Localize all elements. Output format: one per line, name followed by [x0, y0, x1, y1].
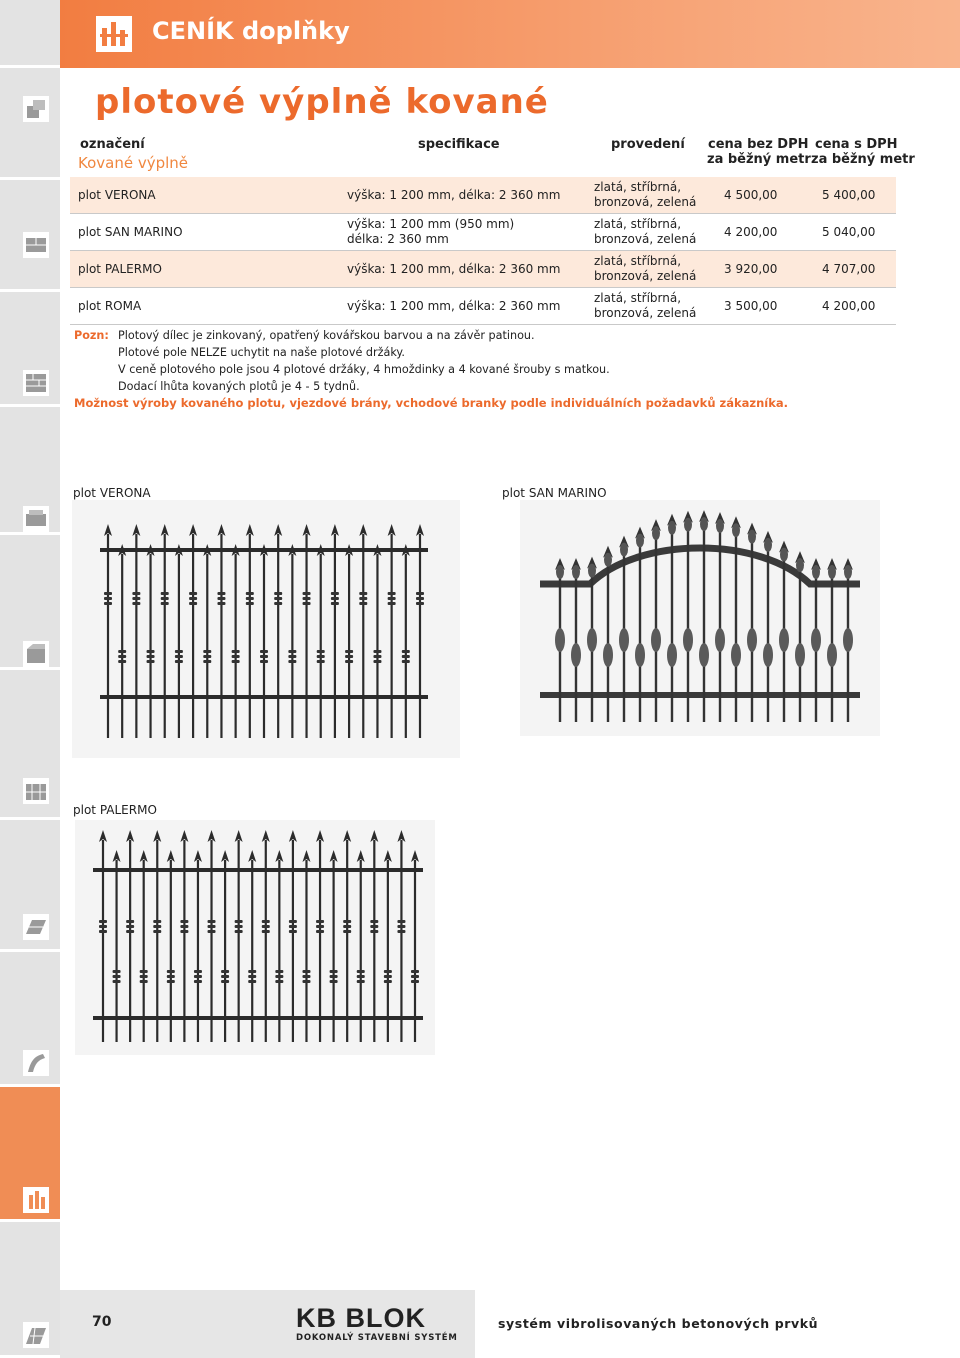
decor-bulb	[572, 565, 580, 579]
collar-ring	[343, 925, 351, 928]
collar-ring	[303, 602, 311, 605]
collar-ring	[275, 980, 283, 983]
collar-ring	[373, 660, 381, 663]
decor-bulb	[812, 565, 820, 579]
collar-ring	[161, 602, 169, 605]
slab-icon	[23, 914, 49, 940]
image-background	[520, 500, 880, 736]
collar-ring	[331, 602, 339, 605]
decor-bulb	[844, 565, 852, 579]
collar-ring	[232, 655, 240, 658]
decor-bulb	[571, 643, 581, 667]
figure-label-verona: plot VERONA	[73, 486, 151, 500]
collar-ring	[416, 597, 424, 600]
sidebar-tab-slabs[interactable]	[0, 820, 60, 952]
stone-icon	[23, 506, 49, 532]
decor-bulb	[652, 526, 660, 540]
collar-ring	[357, 970, 365, 973]
collar-ring	[232, 650, 240, 653]
decor-bulb	[603, 643, 613, 667]
collar-ring	[221, 980, 229, 983]
collar-ring	[289, 925, 297, 928]
collar-ring	[235, 930, 243, 933]
col-header-oznaceni: označení	[80, 137, 145, 152]
decor-bulb	[716, 519, 724, 533]
collar-ring	[303, 592, 311, 595]
collar-ring	[194, 975, 202, 978]
collar-ring	[316, 925, 324, 928]
collar-ring	[126, 930, 134, 933]
table-row	[70, 177, 896, 214]
row-price: 4 200,00	[724, 225, 778, 239]
collar-ring	[161, 597, 169, 600]
collar-ring	[330, 980, 338, 983]
collar-ring	[416, 592, 424, 595]
decor-bulb	[747, 628, 757, 652]
collar-ring	[330, 970, 338, 973]
collar-ring	[302, 980, 310, 983]
collar-ring	[113, 975, 121, 978]
collar-ring	[180, 930, 188, 933]
collar-ring	[330, 975, 338, 978]
row-price-vat: 5 400,00	[822, 188, 876, 202]
collar-ring	[262, 925, 270, 928]
collar-ring	[302, 970, 310, 973]
collar-ring	[208, 920, 216, 923]
footer-tagline: systém vibrolisovaných betonových prvků	[498, 1316, 819, 1331]
collar-ring	[357, 975, 365, 978]
col-header-cena-s-dph: cena s DPH	[815, 137, 898, 152]
row-name: plot VERONA	[78, 188, 156, 202]
decor-bulb	[811, 628, 821, 652]
decor-bulb	[684, 518, 692, 532]
brick-icon	[23, 232, 49, 258]
collar-ring	[126, 925, 134, 928]
collar-ring	[275, 970, 283, 973]
decor-bulb	[779, 628, 789, 652]
col-subheader-cena-bez-dph: za běžný metr	[707, 152, 811, 167]
collar-ring	[175, 660, 183, 663]
collar-ring	[411, 970, 419, 973]
collar-ring	[132, 602, 140, 605]
collar-ring	[359, 602, 367, 605]
collar-ring	[99, 920, 107, 923]
decor-bulb	[700, 517, 708, 531]
collar-ring	[203, 650, 211, 653]
row-price: 3 500,00	[724, 299, 778, 313]
collar-ring	[167, 975, 175, 978]
decor-bulb	[715, 628, 725, 652]
row-finish-2: bronzová, zelená	[594, 306, 697, 320]
collar-ring	[373, 655, 381, 658]
collar-ring	[147, 660, 155, 663]
collar-ring	[331, 592, 339, 595]
collar-ring	[370, 920, 378, 923]
collar-ring	[288, 650, 296, 653]
collar-ring	[167, 980, 175, 983]
logo-text: KB BLOK	[296, 1303, 426, 1333]
fence-palermo-image	[75, 820, 435, 1055]
collar-ring	[203, 660, 211, 663]
collar-ring	[359, 597, 367, 600]
collar-ring	[402, 660, 410, 663]
collar-ring	[104, 597, 112, 600]
decor-bulb	[828, 565, 836, 579]
collar-ring	[217, 602, 225, 605]
sidebar-tab-paving[interactable]	[0, 535, 60, 670]
collar-ring	[132, 597, 140, 600]
collar-ring	[331, 597, 339, 600]
collar-ring	[217, 597, 225, 600]
image-background	[72, 500, 460, 758]
collar-ring	[317, 650, 325, 653]
collar-ring	[388, 597, 396, 600]
row-spec-2: délka: 2 360 mm	[347, 232, 449, 246]
collar-ring	[373, 650, 381, 653]
tile-icon	[23, 1322, 49, 1348]
decor-bulb	[636, 534, 644, 548]
palisade-icon	[23, 1187, 49, 1213]
decor-bulb	[635, 643, 645, 667]
row-price-vat: 4 200,00	[822, 299, 876, 313]
collar-ring	[411, 980, 419, 983]
collar-ring	[303, 597, 311, 600]
collar-ring	[246, 602, 254, 605]
collar-ring	[153, 930, 161, 933]
collar-ring	[175, 655, 183, 658]
figure-label-palermo: plot PALERMO	[73, 803, 157, 817]
collar-ring	[208, 925, 216, 928]
decor-bulb	[683, 628, 693, 652]
decor-bulb	[763, 643, 773, 667]
collar-ring	[140, 975, 148, 978]
page-number: 70	[92, 1314, 112, 1330]
collar-ring	[289, 930, 297, 933]
collar-ring	[235, 925, 243, 928]
collar-ring	[153, 920, 161, 923]
collar-ring	[140, 970, 148, 973]
row-price: 3 920,00	[724, 262, 778, 276]
collar-ring	[345, 655, 353, 658]
collar-ring	[113, 970, 121, 973]
notes-block	[74, 327, 610, 393]
col-header-cena-bez-dph: cena bez DPH	[708, 137, 809, 152]
collar-ring	[126, 920, 134, 923]
decor-bulb	[667, 643, 677, 667]
decor-bulb	[732, 523, 740, 537]
fence-icon	[23, 778, 49, 804]
collar-ring	[288, 660, 296, 663]
row-finish-1: zlatá, stříbrná,	[594, 217, 682, 231]
logo-tagline: DOKONALÝ STAVEBNÍ SYSTÉM	[296, 1333, 458, 1343]
collar-ring	[167, 970, 175, 973]
collar-ring	[153, 925, 161, 928]
collar-ring	[99, 925, 107, 928]
row-finish-2: bronzová, zelená	[594, 195, 697, 209]
collar-ring	[232, 660, 240, 663]
collar-ring	[370, 925, 378, 928]
decor-bulb	[604, 553, 612, 567]
collar-ring	[132, 592, 140, 595]
decor-bulb	[651, 628, 661, 652]
collar-ring	[384, 970, 392, 973]
wall-icon	[23, 370, 49, 396]
row-finish-2: bronzová, zelená	[594, 269, 697, 283]
collar-ring	[359, 592, 367, 595]
row-name: plot ROMA	[78, 299, 142, 313]
collar-ring	[384, 975, 392, 978]
collar-ring	[175, 650, 183, 653]
note-line: Plotové pole NELZE uchytit na naše plotové držáky.	[118, 346, 405, 359]
col-header-specifikace: specifikace	[418, 137, 500, 152]
collar-ring	[260, 650, 268, 653]
collar-ring	[274, 602, 282, 605]
table-row	[70, 251, 896, 288]
kb-blok-logo	[296, 1304, 461, 1344]
collar-ring	[262, 930, 270, 933]
sidebar-tab-blocks[interactable]	[0, 68, 60, 180]
collar-ring	[345, 660, 353, 663]
page-title: plotové výplně kované	[95, 82, 549, 122]
collar-ring	[402, 650, 410, 653]
collar-ring	[189, 597, 197, 600]
sidebar-tab-stone[interactable]	[0, 407, 60, 535]
collar-ring	[104, 602, 112, 605]
row-spec: výška: 1 200 mm, délka: 2 360 mm	[347, 188, 561, 202]
collar-ring	[208, 930, 216, 933]
collar-ring	[260, 655, 268, 658]
sidebar-tab-bricks[interactable]	[0, 180, 60, 292]
row-price: 4 500,00	[724, 188, 778, 202]
table-row	[70, 288, 896, 325]
collar-ring	[402, 655, 410, 658]
decor-bulb	[780, 548, 788, 562]
collar-ring	[316, 930, 324, 933]
collar-ring	[411, 975, 419, 978]
collar-ring	[370, 930, 378, 933]
sidebar-tab-top[interactable]	[0, 0, 60, 68]
collar-ring	[248, 975, 256, 978]
collar-ring	[289, 920, 297, 923]
collar-ring	[147, 650, 155, 653]
collar-ring	[357, 980, 365, 983]
collar-ring	[388, 602, 396, 605]
collar-ring	[221, 975, 229, 978]
collar-ring	[246, 592, 254, 595]
sidebar-tab-bottom[interactable]	[0, 1222, 60, 1358]
sidebar-tab-curbs[interactable]	[0, 952, 60, 1087]
collar-ring	[397, 930, 405, 933]
row-finish-1: zlatá, stříbrná,	[594, 180, 682, 194]
section-title: CENÍK doplňky	[152, 17, 350, 45]
decor-bulb	[555, 628, 565, 652]
curb-icon	[23, 1050, 49, 1076]
collar-ring	[248, 980, 256, 983]
figure-label-san-marino: plot SAN MARINO	[502, 486, 607, 500]
collar-ring	[397, 920, 405, 923]
row-spec: výška: 1 200 mm, délka: 2 360 mm	[347, 299, 561, 313]
col-subheader-cena-s-dph: za běžný metr	[811, 152, 915, 167]
collar-ring	[217, 592, 225, 595]
sidebar-tab-accessories[interactable]	[0, 1087, 60, 1222]
collar-ring	[221, 970, 229, 973]
collar-ring	[317, 660, 325, 663]
decor-bulb	[556, 565, 564, 579]
bottom-rail	[540, 692, 860, 698]
decor-bulb	[668, 521, 676, 535]
collar-ring	[343, 920, 351, 923]
collar-ring	[118, 655, 126, 658]
collar-ring	[235, 920, 243, 923]
decor-bulb	[587, 628, 597, 652]
decor-bulb	[619, 628, 629, 652]
category-label: Kované výplně	[78, 154, 189, 172]
notes-label: Pozn:	[74, 329, 109, 342]
collar-ring	[416, 602, 424, 605]
collar-ring	[180, 925, 188, 928]
collar-ring	[345, 650, 353, 653]
row-name: plot PALERMO	[78, 262, 162, 276]
collar-ring	[161, 592, 169, 595]
collar-ring	[260, 660, 268, 663]
col-header-provedeni: provedení	[611, 137, 685, 152]
collar-ring	[99, 930, 107, 933]
collar-ring	[194, 970, 202, 973]
collar-ring	[189, 602, 197, 605]
decor-bulb	[843, 628, 853, 652]
decor-bulb	[796, 558, 804, 572]
collar-ring	[275, 975, 283, 978]
collar-ring	[302, 975, 310, 978]
collar-ring	[113, 980, 121, 983]
collar-ring	[262, 920, 270, 923]
collar-ring	[189, 592, 197, 595]
sidebar-tab-walls[interactable]	[0, 292, 60, 407]
section-header-bar	[60, 0, 960, 68]
collar-ring	[203, 655, 211, 658]
row-finish-1: zlatá, stříbrná,	[594, 254, 682, 268]
collar-ring	[274, 597, 282, 600]
fence-accessory-icon	[96, 16, 132, 52]
decor-bulb	[827, 643, 837, 667]
table-row	[70, 214, 896, 251]
collar-ring	[118, 660, 126, 663]
custom-production-note: Možnost výroby kovaného plotu, vjezdové brány, vchodové branky podle individuálních požadavků zákazníka.	[74, 396, 788, 410]
decor-bulb	[620, 543, 628, 557]
row-spec: výška: 1 200 mm (950 mm)	[347, 217, 515, 231]
collar-ring	[388, 592, 396, 595]
collar-ring	[317, 655, 325, 658]
sidebar-tab-fence[interactable]	[0, 670, 60, 820]
collar-ring	[384, 980, 392, 983]
collar-ring	[274, 592, 282, 595]
row-price-vat: 4 707,00	[822, 262, 876, 276]
collar-ring	[180, 920, 188, 923]
decor-bulb	[748, 530, 756, 544]
collar-ring	[118, 650, 126, 653]
note-line: Plotový dílec je zinkovaný, opatřený kovářskou barvou a na závěr patinou.	[118, 329, 535, 342]
note-line: Dodací lhůta kovaných plotů je 4 - 5 tydnů.	[118, 380, 360, 393]
collar-ring	[343, 930, 351, 933]
decor-bulb	[699, 643, 709, 667]
collar-ring	[147, 655, 155, 658]
fence-san-marino-image	[520, 500, 880, 736]
paving-icon	[23, 641, 49, 667]
note-line: V ceně plotového pole jsou 4 plotové držáky, 4 hmoždinky a 4 kované šrouby s matkou.	[118, 363, 610, 376]
decor-bulb	[588, 564, 596, 578]
collar-ring	[140, 980, 148, 983]
sidebar	[0, 0, 60, 1358]
collar-ring	[288, 655, 296, 658]
collar-ring	[316, 920, 324, 923]
decor-bulb	[731, 643, 741, 667]
collar-ring	[104, 592, 112, 595]
collar-ring	[397, 925, 405, 928]
collar-ring	[194, 980, 202, 983]
row-name: plot SAN MARINO	[78, 225, 183, 239]
row-finish-2: bronzová, zelená	[594, 232, 697, 246]
decor-bulb	[795, 643, 805, 667]
decor-bulb	[764, 538, 772, 552]
row-price-vat: 5 040,00	[822, 225, 876, 239]
row-spec: výška: 1 200 mm, délka: 2 360 mm	[347, 262, 561, 276]
collar-ring	[248, 970, 256, 973]
fence-verona-image	[72, 500, 460, 758]
collar-ring	[246, 597, 254, 600]
block-icon	[23, 96, 49, 122]
row-finish-1: zlatá, stříbrná,	[594, 291, 682, 305]
